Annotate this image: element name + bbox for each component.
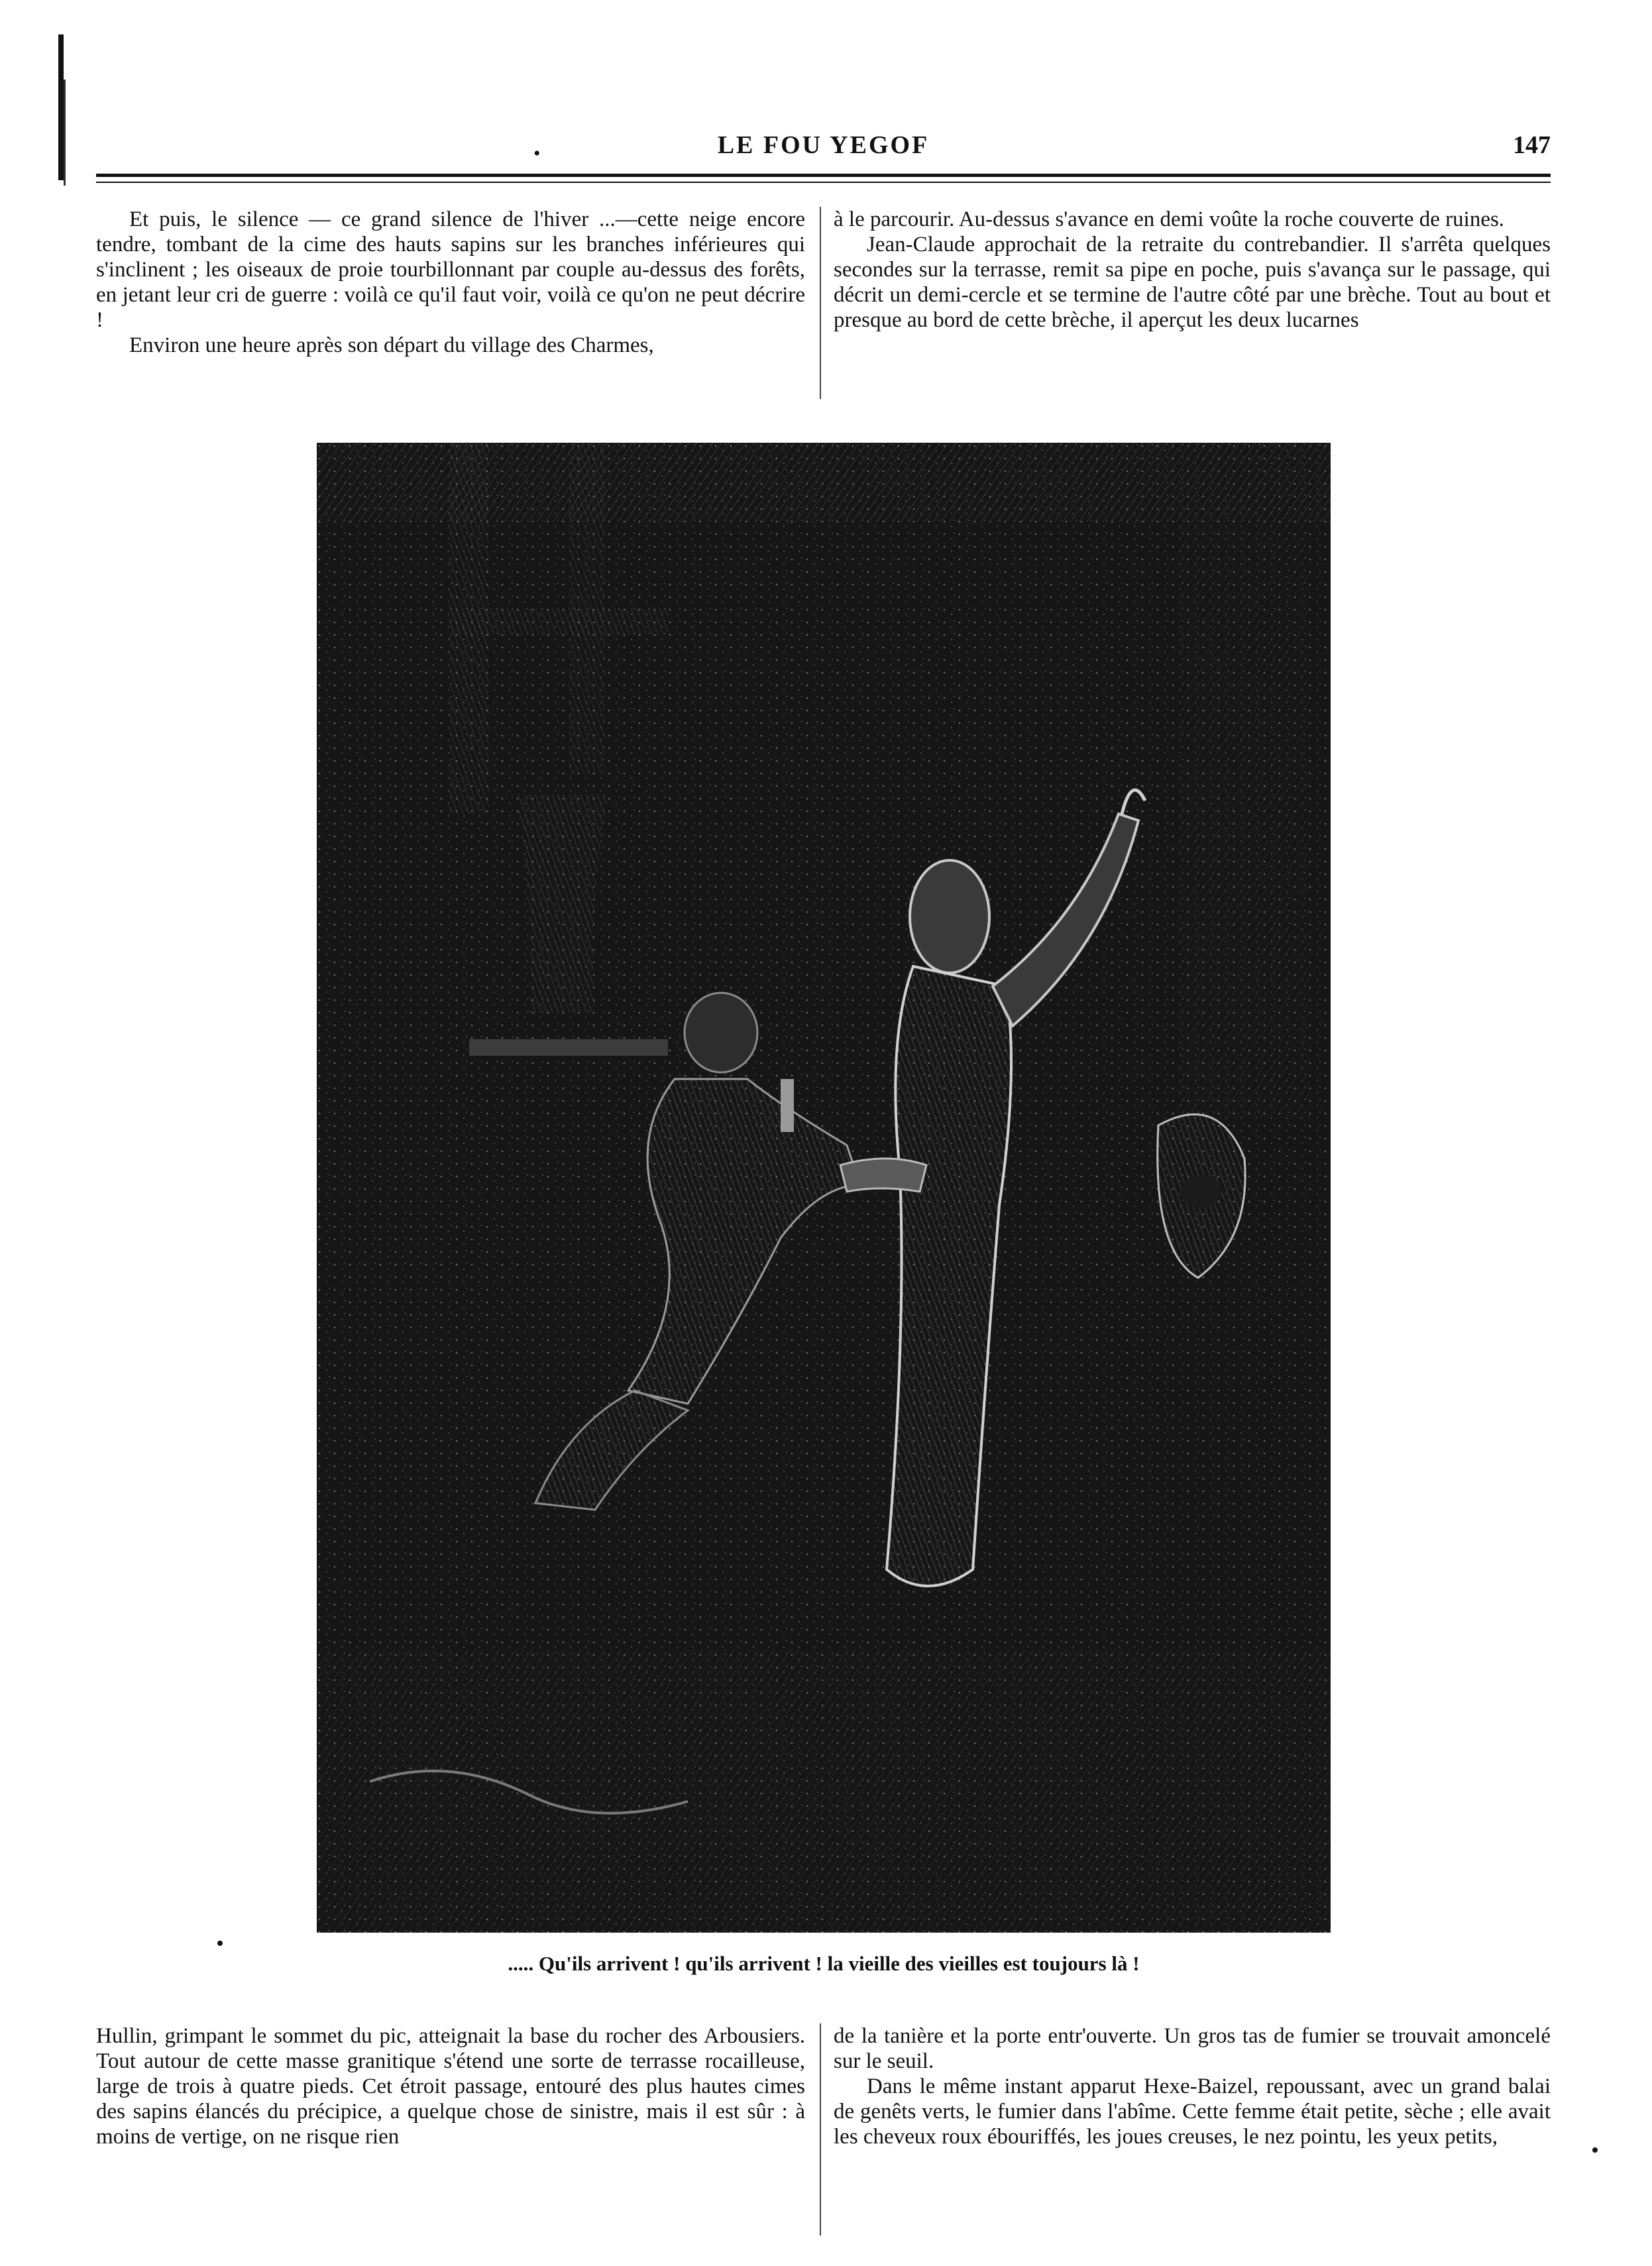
margin-mark [64, 80, 66, 186]
paragraph: à le parcourir. Au-dessus s'avance en demi voûte la roche couverte de ruines. [834, 207, 1505, 231]
illustration-caption: ..... Qu'ils arrivent ! qu'ils arrivent ! la vieille des vieilles est toujours là ! [508, 1952, 1140, 1975]
bottom-left-column [96, 2023, 805, 2242]
paragraph: de la tanière et la porte entr'ouverte. Un gros tas de fumier se trouvait amoncelé sur le seuil. [834, 2024, 1551, 2073]
paragraph: Dans le même instant apparut Hexe-Baizel, repoussant, avec un grand balai de genêts verts, le fumier dans l'abîme. Cette femme était petite, sèche ; elle avait les cheveux roux ébouriffés, les joues creuses, le nez pointu, les yeux petits, [834, 2074, 1551, 2149]
column-divider [820, 2023, 821, 2236]
running-title: LE FOU YEGOF [717, 131, 930, 159]
print-speck [217, 1941, 223, 1946]
print-speck [1592, 2147, 1598, 2153]
header-rule [96, 182, 1551, 183]
paragraph: Environ une heure après son départ du village des Charmes, [129, 333, 654, 357]
top-left-column [96, 207, 805, 406]
page-header [96, 129, 1551, 169]
top-right-column [834, 207, 1551, 406]
margin-mark [58, 34, 64, 180]
header-rule [96, 174, 1551, 177]
paragraph: Jean-Claude approchait de la retraite du contrebandier. Il s'arrêta quelques secondes sur la terrasse, remit sa pipe en poche, puis s'avança sur le passage, qui décrit un demi-cercle et se termine de l'autre côté par une brèche. Tout au bout et presque au bord de cette brèche, il aperçut les deux lucarnes [834, 233, 1551, 332]
header-bullet: • [533, 142, 541, 164]
column-divider [820, 207, 821, 399]
paragraph: Hullin, grimpant le sommet du pic, atteignait la base du rocher des Arbousiers. Tout autour de cette masse granitique s'étend une sorte de terrasse rocailleuse, large de trois à quatre pieds. Cet étroit passage, entouré des plus hautes cimes des sapins élancés du précipice, a quelque chose de sinistre, mais il est sûr : à moins de vertige, on ne risque rien [96, 2024, 805, 2149]
engraving-illustration [317, 443, 1331, 1933]
paragraph: Et puis, le silence — ce grand silence de l'hiver ...—cette neige encore tendre, tombant de la cime des hauts sapins sur les branches inférieures qui s'inclinent ; les oiseaux de proie tourbillonnant par couple au-dessus des forêts, en jetant leur cri de guerre : voilà ce qu'il faut voir, voilà ce qu'on ne peut décrire ! [96, 207, 805, 332]
page-number: 147 [1513, 131, 1551, 159]
bottom-right-column [834, 2023, 1551, 2242]
engraving-drawing [317, 443, 1331, 1933]
